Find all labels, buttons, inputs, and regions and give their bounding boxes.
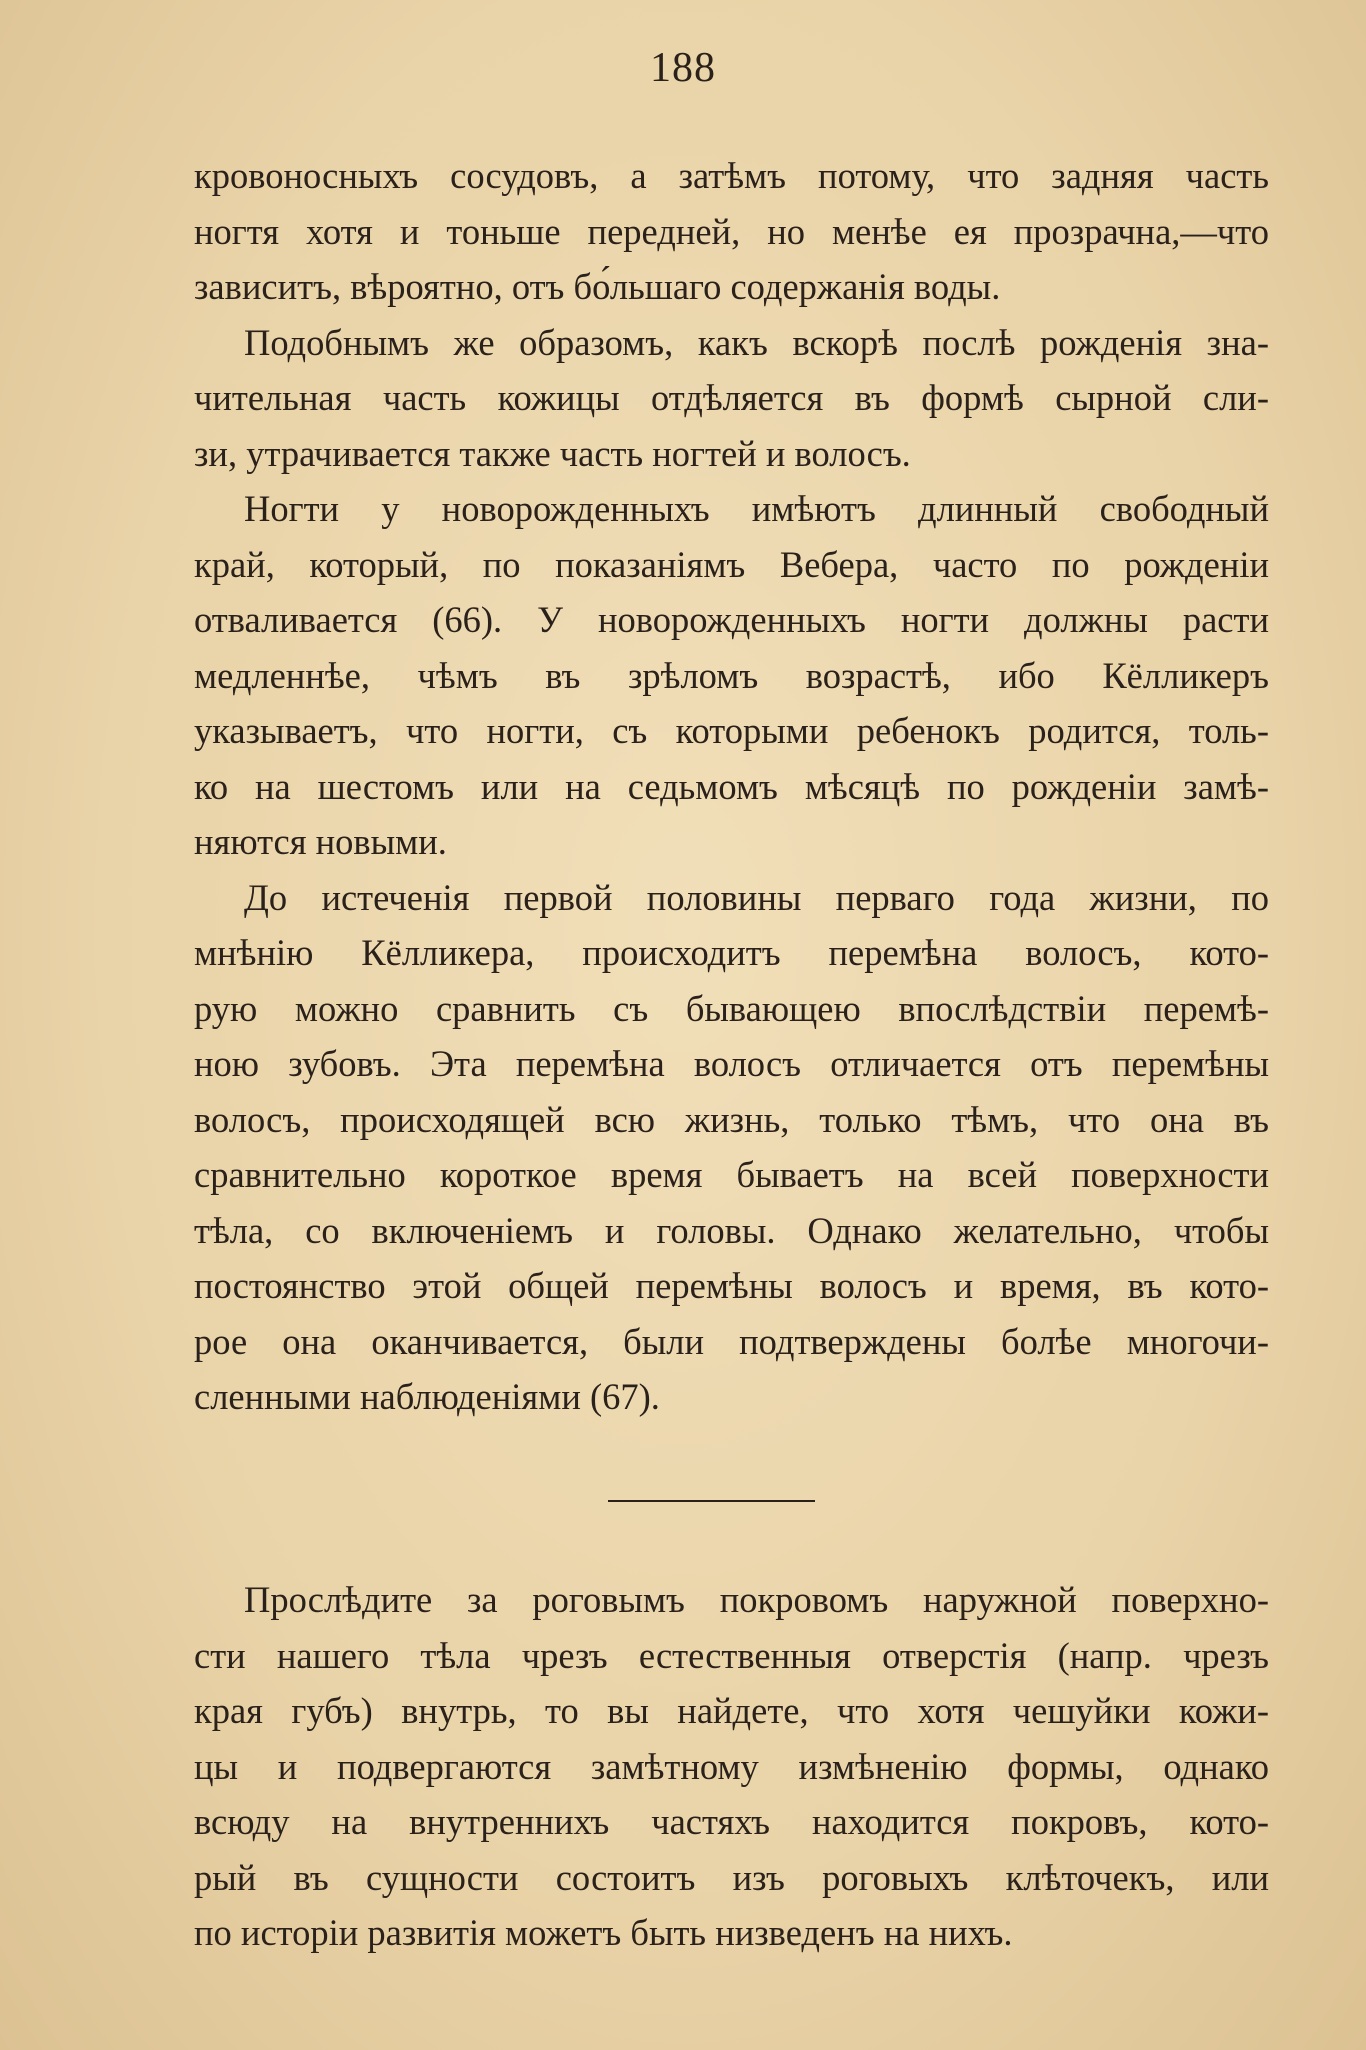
text-line: До истеченія первой половины перваго года жизни, по [244, 876, 1269, 918]
text-line: рый въ сущности состоитъ изъ роговыхъ клѣточекъ, или [194, 1856, 1269, 1898]
text-line: по исторіи развитія можетъ быть низведенъ на нихъ. [194, 1912, 1013, 1953]
text-line: сти нашего тѣла чрезъ естественныя отверстія (напр. чрезъ [194, 1634, 1269, 1676]
second-text-block [194, 1572, 1269, 1961]
text-line: рое она оканчивается, были подтверждены болѣе многочи- [194, 1320, 1269, 1362]
text-line: отваливается (66). У новорожденныхъ ногти должны расти [194, 599, 1269, 640]
text-line: рую можно сравнить съ бывающею впослѣдствіи перемѣ- [194, 987, 1269, 1029]
text-line: няются новыми. [194, 821, 447, 862]
text-line: указываетъ, что ногти, съ которыми ребенокъ родится, толь- [194, 710, 1269, 751]
text-line: сленными наблюденіями (67). [194, 1376, 660, 1417]
section-separator [608, 1500, 815, 1502]
text-line: зи, утрачивается также часть ногтей и волосъ. [194, 432, 911, 474]
text-line: Прослѣдите за роговымъ покровомъ наружной поверхно- [244, 1579, 1269, 1620]
text-line: зависитъ, вѣроятно, отъ бо́льшаго содержанія воды. [194, 266, 1001, 307]
text-line: медленнѣе, чѣмъ въ зрѣломъ возрастѣ, ибо Кёлликеръ [194, 654, 1269, 696]
text-line: край, который, по показаніямъ Вебера, часто по рожденіи [194, 543, 1269, 585]
text-line: ко на шестомъ или на седьмомъ мѣсяцѣ по рожденіи замѣ- [194, 765, 1269, 807]
text-line: Подобнымъ же образомъ, какъ вскорѣ послѣ рожденія зна- [244, 321, 1269, 363]
text-line: Ногти у новорожденныхъ имѣютъ длинный свободный [244, 488, 1269, 529]
page-number: 188 [650, 45, 716, 91]
text-line: цы и подвергаются замѣтному измѣненію формы, однако [194, 1745, 1269, 1787]
text-line: края губъ) внутрь, то вы найдете, что хотя чешуйки кожи- [194, 1690, 1269, 1731]
text-line: ною зубовъ. Эта перемѣна волосъ отличается отъ перемѣны [194, 1043, 1269, 1084]
text-line: мнѣнію Кёлликера, происходитъ перемѣна волосъ, кото- [194, 932, 1269, 973]
text-line: тѣла, со включеніемъ и головы. Однако желательно, чтобы [194, 1209, 1269, 1251]
text-line: чительная часть кожицы отдѣляется въ формѣ сырной сли- [194, 377, 1269, 418]
text-line: сравнительно короткое время бываетъ на всей поверхности [194, 1154, 1269, 1195]
text-line: кровоносныхъ сосудовъ, а затѣмъ потому, что задняя часть [194, 155, 1269, 196]
text-line: постоянство этой общей перемѣны волосъ и время, въ кото- [194, 1265, 1269, 1306]
text-line: волосъ, происходящей всю жизнь, только тѣмъ, что она въ [194, 1098, 1269, 1140]
text-line: всюду на внутреннихъ частяхъ находится покровъ, кото- [194, 1801, 1269, 1842]
text-line: ногтя хотя и тоньше передней, но менѣе ея прозрачна,—что [194, 210, 1269, 252]
main-text-block [194, 148, 1269, 1425]
